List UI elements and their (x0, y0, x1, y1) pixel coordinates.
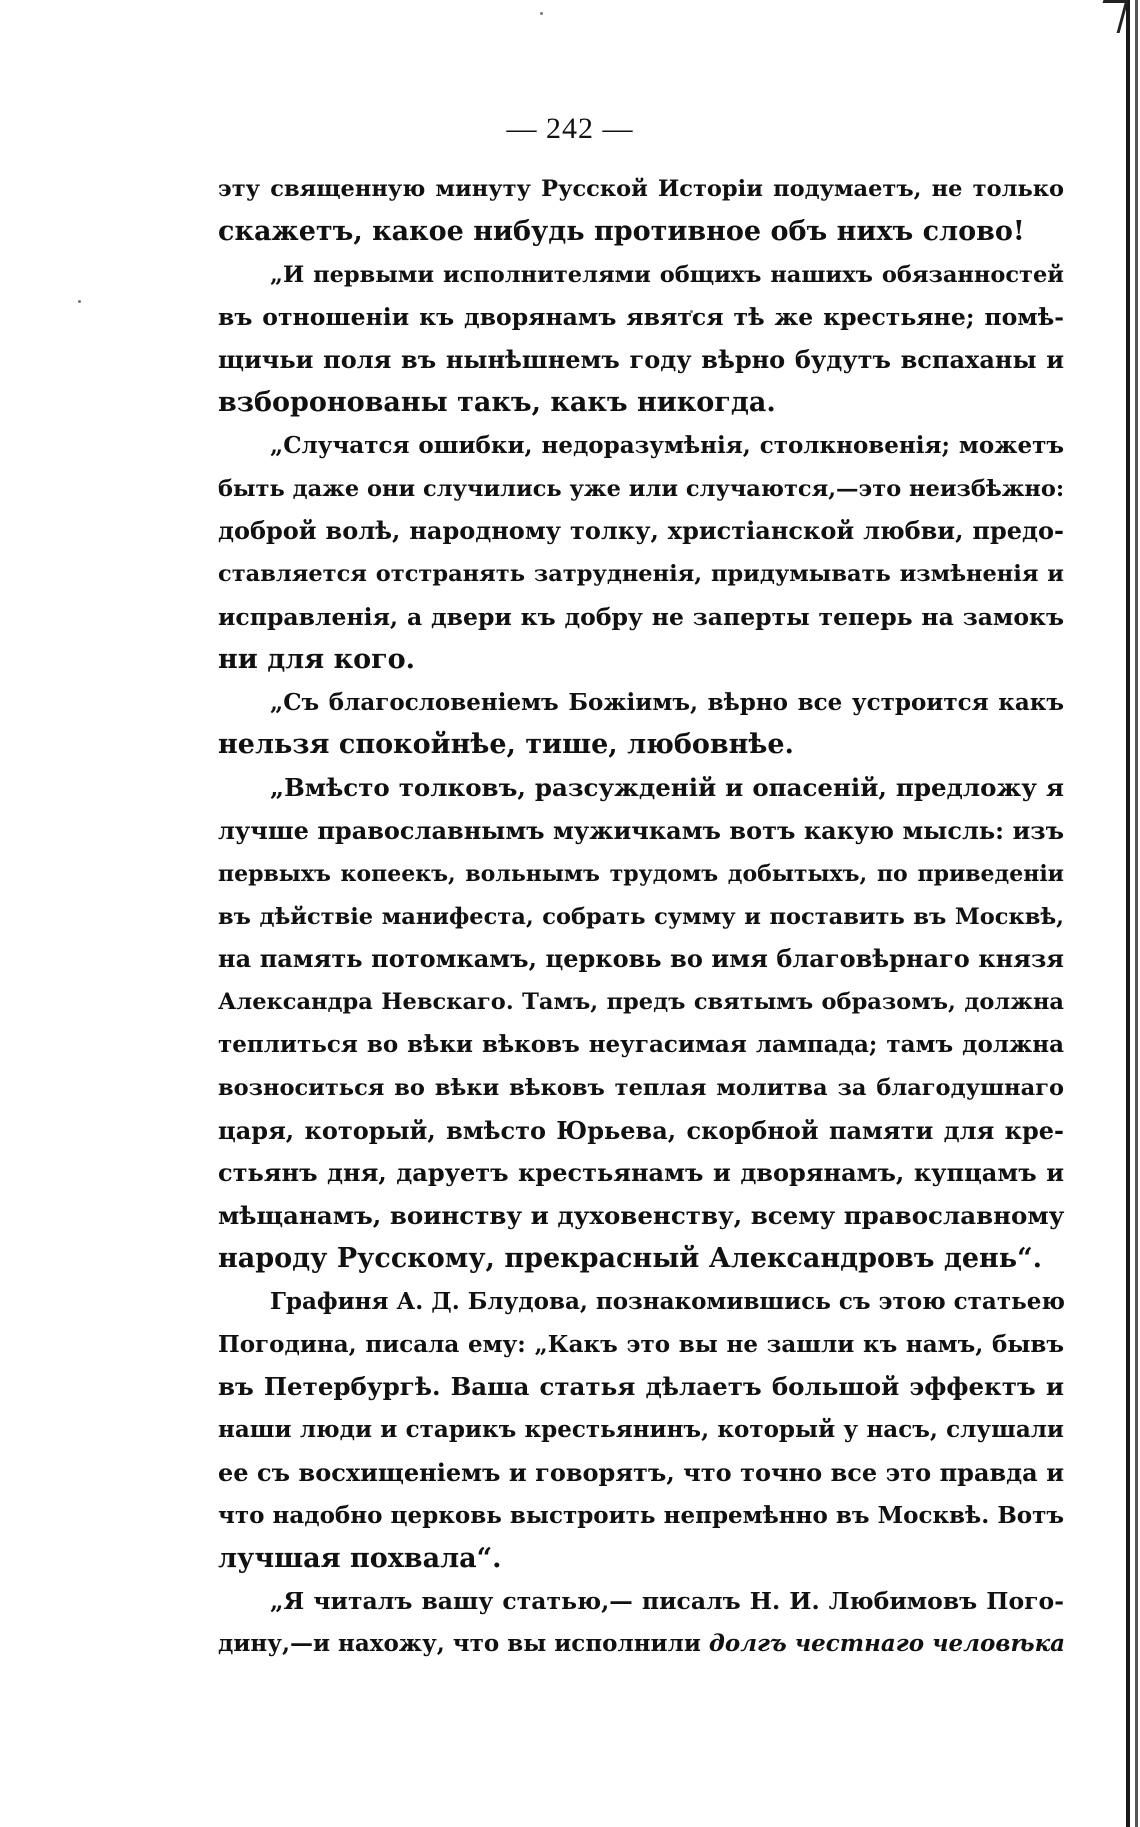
page-corner-mark (1095, 0, 1129, 33)
text-line: въ дѣйствіе манифеста, собрать сумму и поставить въ Москвѣ, (218, 903, 1064, 930)
text-line: лучше православнымъ мужичкамъ вотъ какую мысль: изъ (218, 815, 1064, 845)
text-line: „Съ благословеніемъ Божіимъ, вѣрно все устроится какъ (270, 688, 1064, 716)
text-line: быть даже они случились уже или случаются,—это неизбѣжно: (218, 475, 1065, 502)
scan-speck (540, 12, 543, 15)
text-line: народу Русскому, прекрасный Александровъ день“. (218, 1242, 1043, 1274)
text-line: „И первыми исполнителями общихъ нашихъ обязанностей (270, 261, 1064, 288)
text-line: „Вмѣсто толковъ, разсужденій и опасеній, предложу я (270, 773, 1064, 803)
text-line: возноситься во вѣки вѣковъ теплая молитва за благодушнаго (218, 1074, 1064, 1101)
text-line: нельзя спокойнѣе, тише, любовнѣе. (218, 729, 794, 761)
text-line: наши люди и старикъ крестьянинъ, который у насъ, слушали (218, 1416, 1064, 1444)
text-line: „Я читалъ вашу статью,— писалъ Н. И. Любимовъ Пого- (270, 1587, 1064, 1616)
text-line: на память потомкамъ, церковь во имя благовѣрнаго князя (218, 944, 1064, 974)
text-line: взборонованы такъ, какъ никогда. (218, 386, 776, 418)
text-line: что надобно церковь выстроить непремѣнно въ Москвѣ. Вотъ (218, 1501, 1064, 1529)
text-line: въ Петербургѣ. Ваша статья дѣлаетъ большой эффектъ и (218, 1372, 1064, 1402)
text-line: мѣщанамъ, воинству и духовенству, всему православному (218, 1201, 1065, 1231)
page-edge-shadow (1126, 0, 1130, 1827)
body-text (218, 168, 1064, 1666)
text-line: лучшая похвала“. (218, 1542, 502, 1574)
text-line: ее съ восхищеніемъ и говорятъ, что точно все это правда и (218, 1457, 1064, 1487)
text-line: щичьи поля въ нынѣшнемъ году вѣрно будутъ вспаханы и (218, 345, 1064, 375)
text-line: скажетъ, какое нибудь противное объ нихъ слово! (218, 215, 1025, 247)
text-line-final-italic: долгъ честнаго человѣка (708, 1630, 1066, 1658)
text-line-final-plain: дину,—и нахожу, что вы исполнили (218, 1630, 709, 1658)
text-line: первыхъ копеекъ, вольнымъ трудомъ добытыхъ, по приведеніи (218, 860, 1064, 887)
page-edge-shadow-outer (1135, 0, 1138, 1827)
page-number: — 242 — (506, 112, 634, 145)
text-line: теплиться во вѣки вѣковъ неугасимая лампада; тамъ должна (218, 1030, 1064, 1058)
text-line: ни для кого. (218, 643, 416, 675)
text-line: исправленія, а двери къ добру не заперты теперь на замокъ (218, 602, 1064, 631)
text-line: Графиня А. Д. Блудова, познакомившись съ этою статьею (270, 1287, 1065, 1315)
text-line: въ отношеніи къ дворянамъ явятся тѣ же крестьяне; помѣ- (218, 303, 1064, 332)
text-line: Погодина, писала ему: „Какъ это вы не зашли къ намъ, бывъ (218, 1330, 1064, 1358)
text-line: ставляется отстранять затрудненія, придумывать измѣненія и (218, 561, 1064, 588)
text-line: эту священную минуту Русской Исторіи подумаетъ, не только (218, 176, 1064, 202)
text-line-final (218, 1623, 1064, 1666)
text-line: царя, который, вмѣсто Юрьева, скорбной памяти для кре- (218, 1115, 1064, 1145)
scan-speck (78, 300, 81, 303)
text-line: стьянъ дня, даруетъ крестьянамъ и дворянамъ, купцамъ и (218, 1158, 1064, 1188)
text-line: доброй волѣ, народному толку, христіанской любви, предо- (218, 516, 1064, 546)
text-line: Александра Невскаго. Тамъ, предъ святымъ образомъ, должна (218, 989, 1064, 1016)
text-line: „Случатся ошибки, недоразумѣнія, столкновенія; можетъ (270, 431, 1064, 459)
